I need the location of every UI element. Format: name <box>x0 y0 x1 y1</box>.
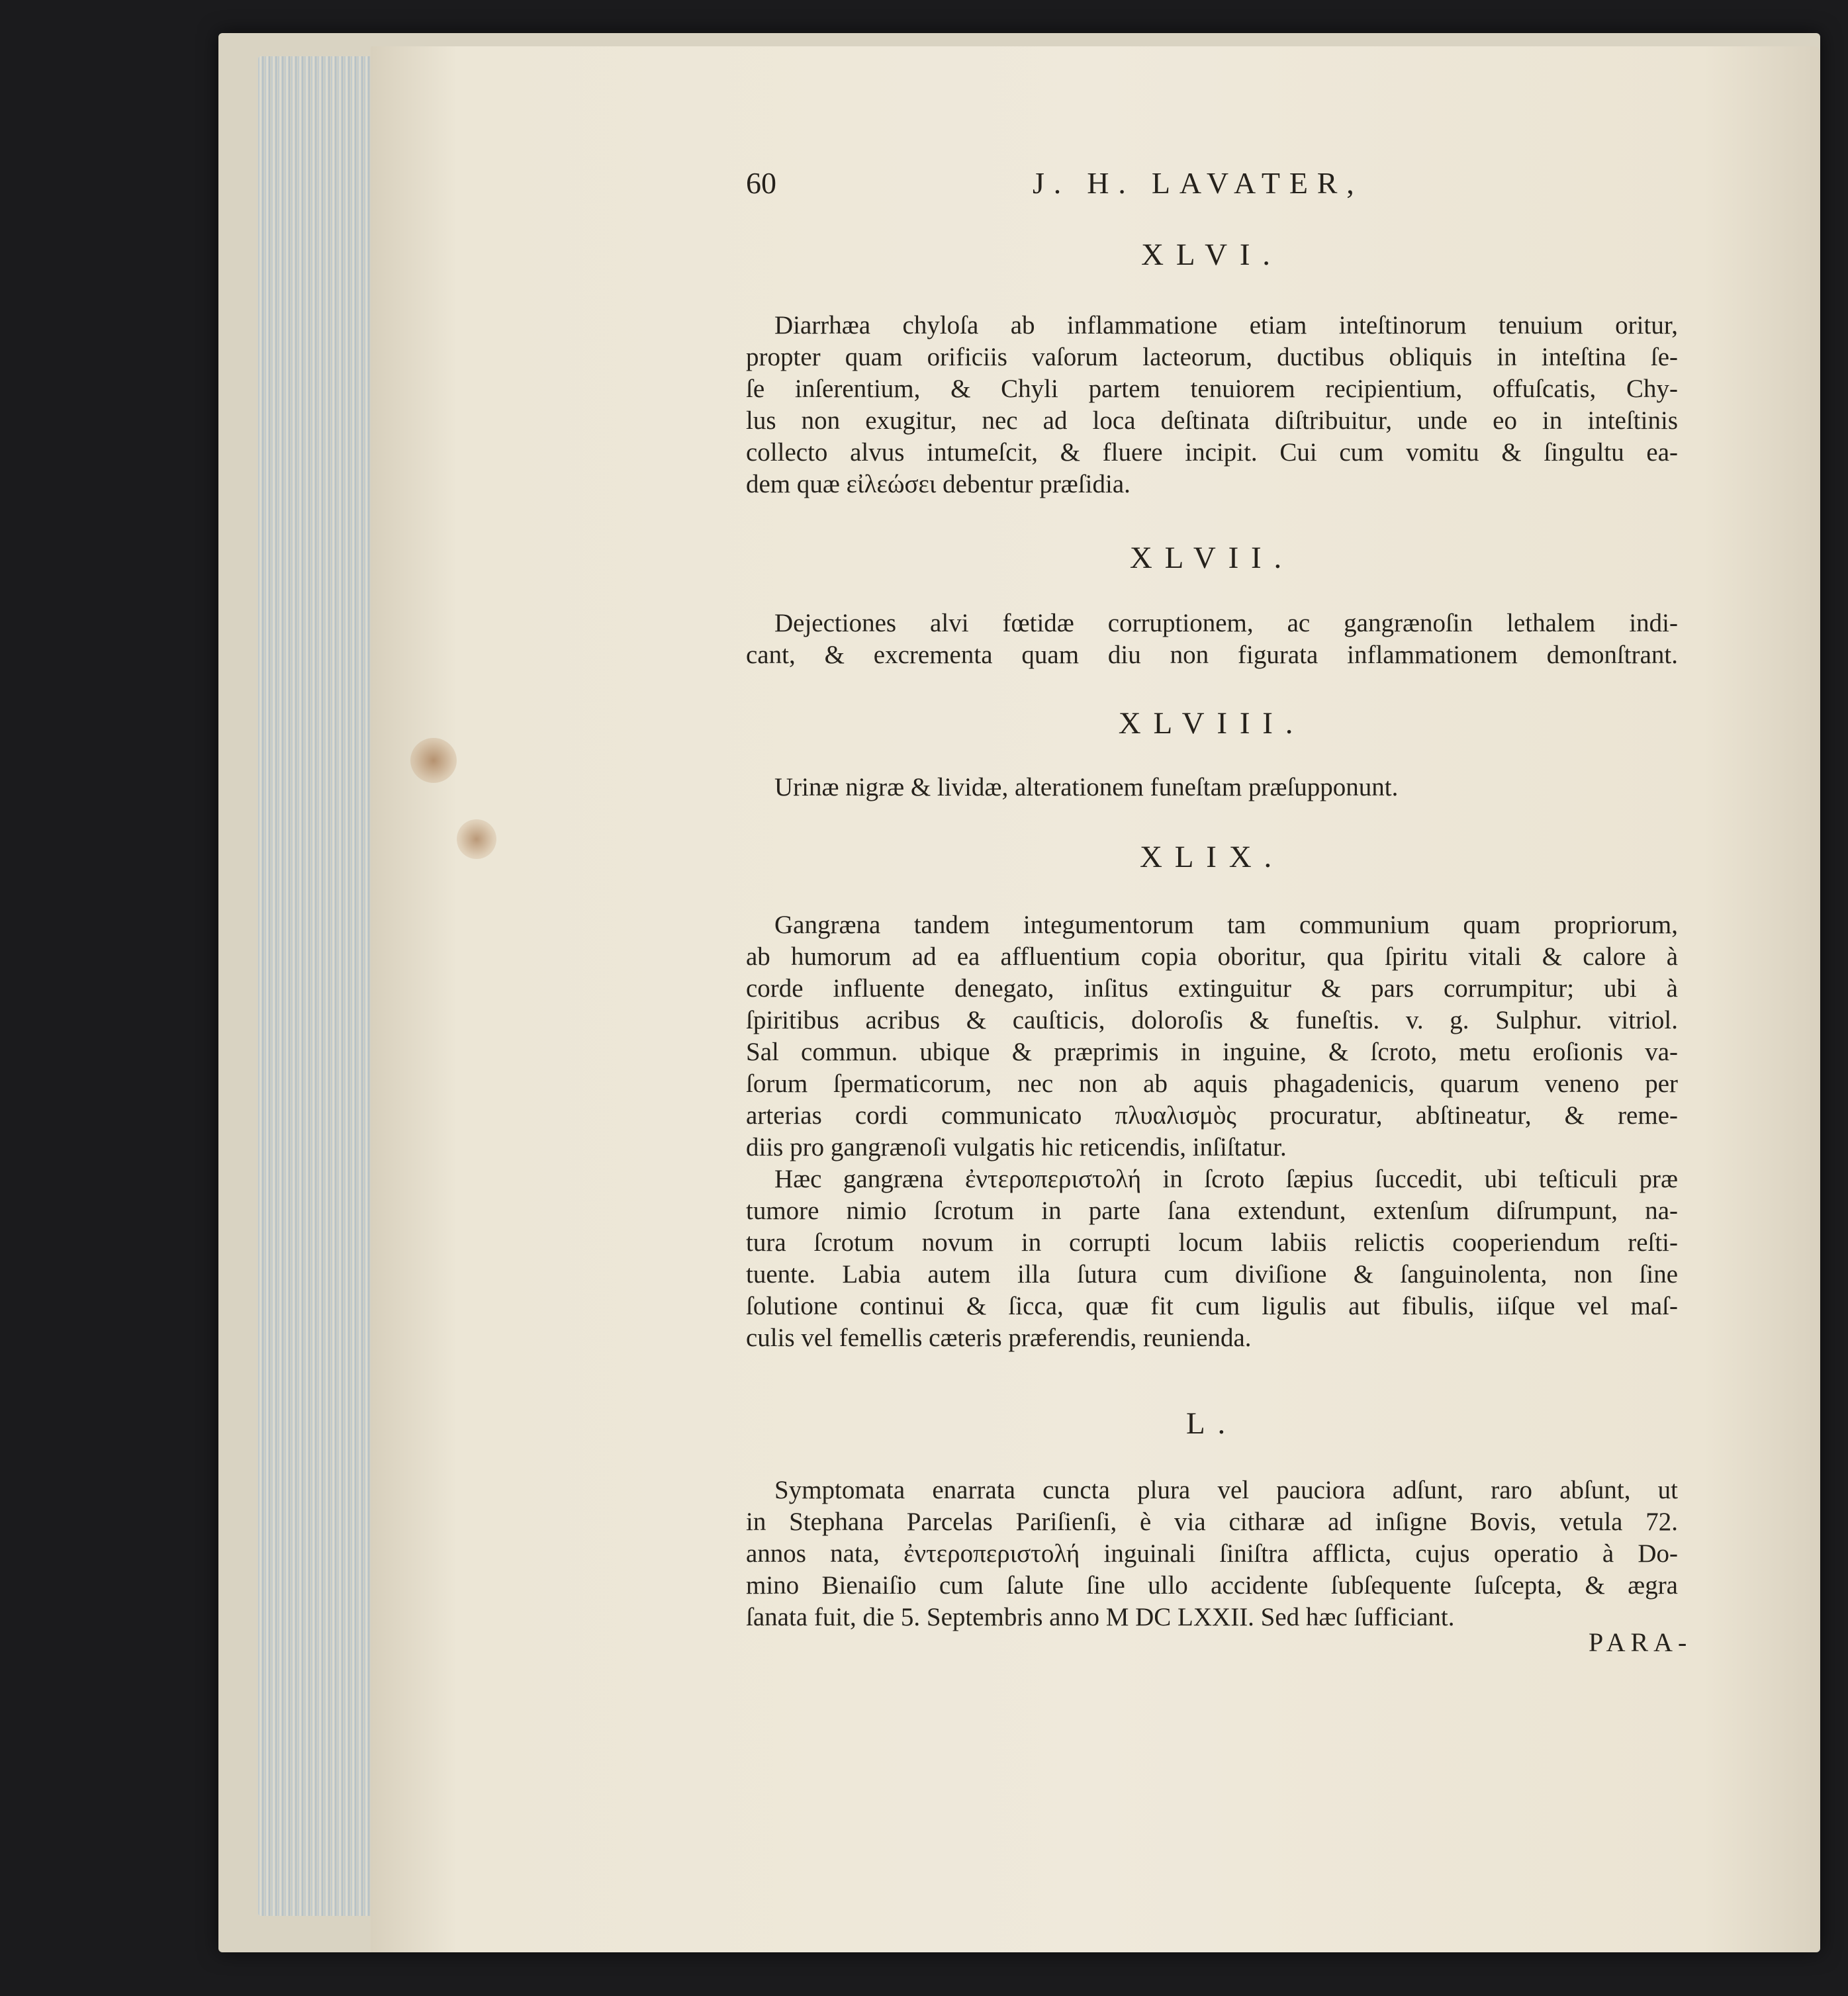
text-line: Diarrhæa chyloſa ab inflammatione etiam inteſtinorum tenuium oritur, <box>774 311 1678 340</box>
text-line: ſorum ſpermaticorum, nec non ab aquis phagadenicis, quarum veneno per <box>746 1069 1678 1098</box>
text-line: Sal commun. ubique & præprimis in inguine, & ſcroto, metu eroſionis va- <box>746 1038 1678 1066</box>
foxing-stain <box>457 819 496 859</box>
text-line: ſanata fuit, die 5. Septembris anno M DC LXXII. Sed hæc ſufficiant. <box>746 1603 1455 1631</box>
section-heading: XLVI. <box>1141 238 1283 272</box>
text-line: annos nata, ἐντεροπεριστολή inguinali ſiniſtra afflicta, cujus operatio à Do- <box>746 1539 1678 1568</box>
text-line: corde influente denegato, inſitus extinguitur & pars corrumpitur; ubi à <box>746 974 1678 1003</box>
text-line: ſe inſerentium, & Chyli partem tenuiorem recipientium, offuſcatis, Chy- <box>746 375 1678 403</box>
text-line: lus non exugitur, nec ad loca deſtinata diſtribuitur, unde eo in inteſtinis <box>746 406 1678 435</box>
section-heading: XLVII. <box>1129 541 1295 575</box>
text-line: propter quam orificiis vaſorum lacteorum, ductibus obliquis in inteſtina ſe- <box>746 343 1678 371</box>
text-line: arterias cordi communicato πλυαλισμὸς procuratur, abſtineatur, & reme- <box>746 1101 1678 1130</box>
text-line: ſpiritibus acribus & cauſticis, doloroſis & funeſtis. v. g. Sulphur. vitriol. <box>746 1006 1678 1034</box>
catchword: PARA- <box>1589 1627 1692 1657</box>
foxing-stain <box>410 738 457 783</box>
text-line: Hæc gangræna ἐντεροπεριστολή in ſcroto ſæpius ſuccedit, ubi teſticuli præ <box>774 1165 1678 1193</box>
text-line: Gangræna tandem integumentorum tam communium quam propriorum, <box>774 911 1678 939</box>
running-title: J. H. LAVATER, <box>1033 166 1363 200</box>
text-line: in Stephana Parcelas Pariſienſi, è via citharæ ad inſigne Bovis, vetula 72. <box>746 1508 1678 1536</box>
text-line: tuente. Labia autem illa ſutura cum diviſione & ſanguinolenta, non ſine <box>746 1260 1678 1289</box>
page-number: 60 <box>746 166 776 200</box>
text-line: culis vel femellis cæteris præferendis, reunienda. <box>746 1324 1252 1352</box>
text-line: ſolutione continui & ſicca, quæ fit cum ligulis aut fibulis, iiſque vel maſ- <box>746 1292 1678 1320</box>
text-line: cant, & excrementa quam diu non figurata inflammationem demonſtrant. <box>746 641 1678 669</box>
section-heading: XLIX. <box>1140 840 1284 874</box>
section-heading: XLVIII. <box>1118 706 1306 741</box>
text-line: tumore nimio ſcrotum in parte ſana extendunt, extenſum diſrumpunt, na- <box>746 1197 1678 1225</box>
text-line: ab humorum ad ea affluentium copia oboritur, qua ſpiritu vitali & calore à <box>746 942 1678 971</box>
text-line: diis pro gangrænoſi vulgatis hic reticendis, inſiſtatur. <box>746 1133 1287 1161</box>
text-line: Urinæ nigræ & lividæ, alterationem funeſtam præſupponunt. <box>774 773 1399 801</box>
text-line: tura ſcrotum novum in corrupti locum labiis relictis cooperiendum reſti- <box>746 1228 1678 1257</box>
text-line: dem quæ εἰλεώσει debentur præſidia. <box>746 470 1131 498</box>
text-line: Symptomata enarrata cuncta plura vel pauciora adſunt, raro abſunt, ut <box>774 1476 1678 1504</box>
text-line: Dejectiones alvi fœtidæ corruptionem, ac gangrænoſin lethalem indi- <box>774 609 1678 637</box>
text-line: mino Bienaiſio cum ſalute ſine ullo accidente ſubſequente ſuſcepta, & ægra <box>746 1571 1678 1600</box>
text-line: collecto alvus intumeſcit, & fluere incipit. Cui cum vomitu & ſingultu ea- <box>746 438 1678 467</box>
section-heading: L. <box>1185 1406 1238 1441</box>
